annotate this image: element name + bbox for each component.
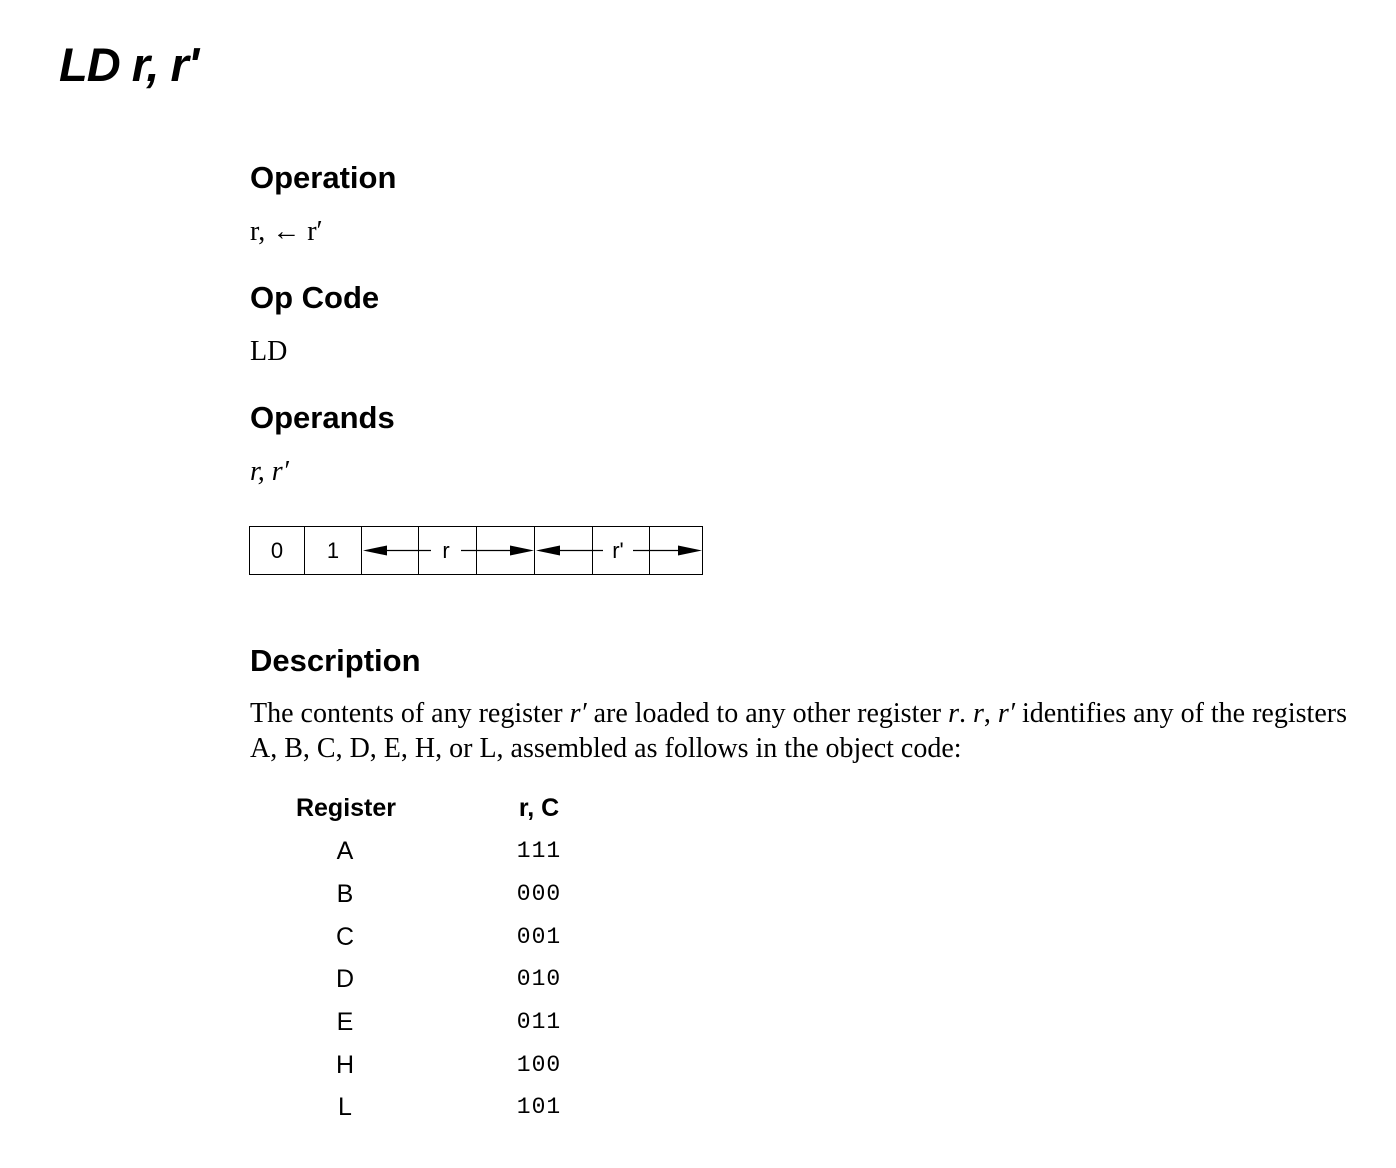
arrow-left-icon xyxy=(363,546,387,556)
arrow-right-icon xyxy=(510,546,534,556)
description-heading: Description xyxy=(250,643,421,678)
register-cell: H xyxy=(335,1051,355,1079)
operands-heading: Operands xyxy=(250,400,395,435)
header-register: Register xyxy=(295,794,397,822)
code-cell: 101 xyxy=(516,1094,562,1120)
register-cell: B xyxy=(336,880,354,908)
operation-heading: Operation xyxy=(250,160,397,195)
field-arrows xyxy=(250,527,702,574)
register-cell: E xyxy=(336,1008,354,1036)
code-cell: 011 xyxy=(516,1009,562,1035)
register-cell: L xyxy=(338,1093,352,1121)
opcode-bit-diagram xyxy=(249,526,703,575)
opcode-text: LD xyxy=(250,336,288,367)
opcode-heading: Op Code xyxy=(250,280,380,315)
bit-cell-7: 0 xyxy=(250,527,305,574)
operation-text: r, ← r′ xyxy=(250,216,323,247)
code-cell: 000 xyxy=(516,881,562,907)
code-cell: 100 xyxy=(516,1052,562,1078)
page-title: LD r, r' xyxy=(59,38,198,91)
field-r-label: r xyxy=(431,527,461,574)
code-cell: 010 xyxy=(516,966,562,992)
bit-cell-6: 1 xyxy=(305,527,362,574)
description-text: The contents of any register r′ are loaded to any other register r. r, r′ identifies any of the registers A, B, C, D, E, H, or L, assembled as follows in the object code: xyxy=(250,698,1347,764)
field-r-prime-label: r' xyxy=(603,527,633,574)
register-cell: C xyxy=(335,923,355,951)
arrow-left-icon xyxy=(536,546,560,556)
header-r-c: r, C xyxy=(518,794,560,822)
register-cell: A xyxy=(336,837,354,865)
code-cell: 001 xyxy=(516,924,562,950)
code-cell: 111 xyxy=(516,838,562,864)
operands-text: r, r′ xyxy=(250,456,289,487)
arrow-right-icon xyxy=(678,546,702,556)
register-cell: D xyxy=(335,965,355,993)
